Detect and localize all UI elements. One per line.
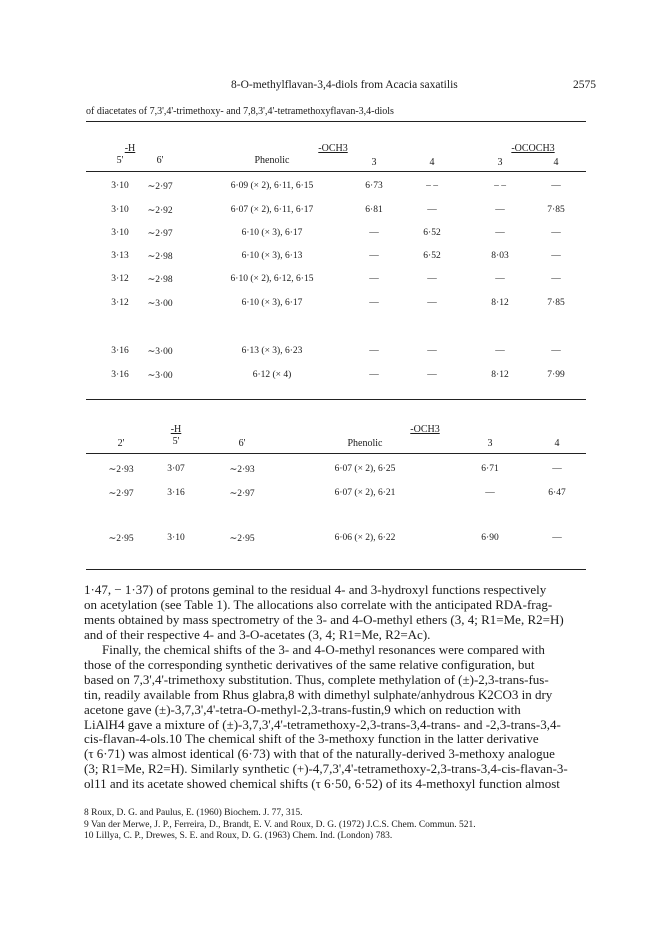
body-line: acetone gave (±)-3,7,3',4'-tetra-O-methyl-2,3-trans-fustin,9 which on reduction with bbox=[84, 701, 521, 717]
table1-cell: 6·09 (× 2), 6·11, 6·15 bbox=[230, 181, 314, 191]
body-paragraph-1 bbox=[84, 583, 588, 643]
body-line: ol11 and its acetate showed chemical shifts (τ 6·50, 6·52) of its 4-methoxyl function almost bbox=[84, 776, 560, 792]
table2-cell: ∼2·95 bbox=[229, 534, 255, 544]
body-line: tin, readily available from Rhus glabra,8 with dimethyl sulphate/anhydrous K2CO3 in dry bbox=[84, 686, 553, 702]
table2-cell: — bbox=[552, 464, 562, 474]
table1-cell: 6·81 bbox=[365, 205, 383, 215]
table2-cell: 6·71 bbox=[481, 464, 499, 474]
table1-cell: 3·10 bbox=[111, 181, 129, 191]
t2-col-4: 4 bbox=[554, 438, 560, 449]
table1-cell: 6·07 (× 2), 6·11, 6·17 bbox=[230, 205, 314, 215]
table1-cell: 6·52 bbox=[423, 228, 441, 238]
t1-col-och3-4: 4 bbox=[429, 157, 435, 168]
table1-cell: — bbox=[427, 346, 437, 356]
table-caption: of diacetates of 7,3',4'-trimethoxy- and 7,8,3',4'-tetramethoxyflavan-3,4-diols bbox=[86, 106, 394, 117]
body-line: (3; R1=Me, R2=H). Similarly synthetic (+)-4,7,3',4'-tetramethoxy-2,3-trans-3,4-cis-flavan-3- bbox=[84, 761, 568, 777]
table2-cell: ∼2·95 bbox=[108, 534, 134, 544]
table1-cell: ∼2·97 bbox=[147, 229, 173, 239]
table2-cell: 6·07 (× 2), 6·21 bbox=[334, 488, 396, 498]
table1-cell: 6·10 (× 3), 6·13 bbox=[241, 251, 303, 261]
table1-cell: ∼3·00 bbox=[147, 347, 173, 357]
table1-cell: ∼2·98 bbox=[147, 252, 173, 262]
body-line: ments obtained by mass spectrometry of the 3- and 4-O-methyl ethers (3, 4; R1=Me, R2=H) bbox=[84, 611, 564, 627]
table1-cell: — bbox=[495, 346, 505, 356]
table1-cell: — bbox=[369, 251, 379, 261]
body-line: cis-flavan-4-ols.10 The chemical shift of the 3-methoxy function in the latter derivative bbox=[84, 731, 539, 747]
table1-cell: 3·16 bbox=[111, 370, 129, 380]
footnotes bbox=[84, 808, 476, 843]
body-line: Finally, the chemical shifts of the 3- and 4-O-methyl resonances were compared with bbox=[102, 642, 545, 657]
t2-head-h: -H bbox=[170, 424, 182, 435]
t1-head-och3: -OCH3 bbox=[318, 143, 348, 154]
table1-cell: ∼3·00 bbox=[147, 371, 173, 381]
t1-col-ococh3-3: 3 bbox=[497, 157, 503, 168]
table1-cell: 6·10 (× 3), 6·17 bbox=[241, 298, 303, 308]
table1-cell: 3·13 bbox=[111, 251, 129, 261]
page-number: 2575 bbox=[573, 79, 596, 91]
body-line: on acetylation (see Table 1). The allocations also correlate with the anticipated RDA-frag- bbox=[84, 596, 553, 612]
table1-cell: — bbox=[369, 274, 379, 284]
t1-head-h: -H bbox=[124, 143, 136, 154]
table1-header-rule bbox=[86, 171, 586, 172]
table1-cell: – – bbox=[426, 181, 438, 191]
table1-cell: – – bbox=[494, 181, 506, 191]
footnote: 9 Van der Merwe, J. P., Ferreira, D., Brandt, E. V. and Roux, D. G. (1972) J.C.S. Chem. Commun. 521. bbox=[84, 819, 476, 830]
table1-cell: ∼2·98 bbox=[147, 275, 173, 285]
table2-bottom-rule bbox=[86, 569, 586, 570]
t1-head-ococh3: -OCOCH3 bbox=[511, 143, 555, 154]
table2-cell: ∼2·93 bbox=[108, 465, 134, 475]
table1-cell: — bbox=[551, 251, 561, 261]
body-paragraph-2 bbox=[84, 643, 588, 792]
body-line: based on 7,3',4'-trimethoxy substitution. Thus, complete methylation of (±)-2,3-trans-fus- bbox=[84, 671, 549, 687]
table1-cell: 7·85 bbox=[547, 205, 565, 215]
body-line: LiAlH4 gave a mixture of (±)-3,7,3',4'-tetramethoxy-2,3-trans-3,4-trans- and -2,3-trans-3,4- bbox=[84, 716, 561, 732]
table1-cell: 6·12 (× 4) bbox=[252, 370, 292, 380]
table1-cell: 3·10 bbox=[111, 205, 129, 215]
table2-cell: — bbox=[552, 533, 562, 543]
table2-cell: ∼2·93 bbox=[229, 465, 255, 475]
table2-cell: 6·90 bbox=[481, 533, 499, 543]
t1-col-och3-3: 3 bbox=[371, 157, 377, 168]
table1-cell: — bbox=[551, 274, 561, 284]
table2-cell: 3·07 bbox=[167, 464, 185, 474]
table1-cell: — bbox=[551, 346, 561, 356]
table1-cell: 6·10 (× 3), 6·17 bbox=[241, 228, 303, 238]
table1-cell: 8·12 bbox=[491, 298, 509, 308]
table1-cell: ∼2·92 bbox=[147, 206, 173, 216]
table1-cell: — bbox=[427, 370, 437, 380]
table1-cell: — bbox=[369, 228, 379, 238]
table2-cell: 6·47 bbox=[548, 488, 566, 498]
body-line: (τ 6·71) was almost identical (6·73) with that of the naturally-derived 3-methoxy analogue bbox=[84, 746, 555, 762]
footnote: 8 Roux, D. G. and Paulus, E. (1960) Biochem. J. 77, 315. bbox=[84, 808, 303, 818]
t2-col-phenolic: Phenolic bbox=[347, 438, 383, 449]
table1-top-rule bbox=[86, 121, 586, 122]
table1-cell: 3·16 bbox=[111, 346, 129, 356]
t1-col-phenolic: Phenolic bbox=[254, 155, 290, 166]
running-title: 8-O-methylflavan-3,4-diols from Acacia saxatilis bbox=[231, 79, 458, 91]
table1-cell: 6·73 bbox=[365, 181, 383, 191]
table1-cell: 6·13 (× 3), 6·23 bbox=[241, 346, 303, 356]
table1-cell: ∼2·97 bbox=[147, 182, 173, 192]
table2-cell: 3·16 bbox=[167, 488, 185, 498]
t1-col-ococh3-4: 4 bbox=[553, 157, 559, 168]
table2-cell: — bbox=[485, 488, 495, 498]
t1-col-5p: 5' bbox=[116, 155, 124, 166]
table1-cell: — bbox=[551, 181, 561, 191]
body-line: 1·47, − 1·37) of protons geminal to the residual 4- and 3-hydroxyl functions respectively bbox=[84, 582, 547, 597]
table1-cell: 3·10 bbox=[111, 228, 129, 238]
table1-cell: 3·12 bbox=[111, 298, 129, 308]
table1-cell: — bbox=[369, 298, 379, 308]
t1-col-6p: 6' bbox=[156, 155, 164, 166]
table1-cell: — bbox=[369, 346, 379, 356]
table1-cell: 3·12 bbox=[111, 274, 129, 284]
table1-cell: — bbox=[427, 298, 437, 308]
body-line: and of their respective 4- and 3-O-acetates (3, 4; R1=Me, R2=Ac). bbox=[84, 626, 431, 642]
table1-cell: 7·99 bbox=[547, 370, 565, 380]
table1-bottom-rule bbox=[86, 399, 586, 400]
table1-cell: 6·10 (× 2), 6·12, 6·15 bbox=[230, 274, 314, 284]
table1-cell: — bbox=[427, 274, 437, 284]
table1-cell: 6·52 bbox=[423, 251, 441, 261]
table2-header-rule bbox=[86, 453, 586, 454]
table1-cell: — bbox=[427, 205, 437, 215]
t2-head-och3: -OCH3 bbox=[410, 424, 440, 435]
footnote: 10 Lillya, C. P., Drewes, S. E. and Roux, D. G. (1963) Chem. Ind. (London) 783. bbox=[84, 831, 393, 841]
table1-cell: 7·85 bbox=[547, 298, 565, 308]
table2-cell: ∼2·97 bbox=[229, 489, 255, 499]
t2-col-3: 3 bbox=[487, 438, 493, 449]
table2-cell: 6·06 (× 2), 6·22 bbox=[334, 533, 396, 543]
table1-cell: — bbox=[551, 228, 561, 238]
table1-cell: 8·12 bbox=[491, 370, 509, 380]
table1-cell: ∼3·00 bbox=[147, 299, 173, 309]
table1-cell: — bbox=[495, 228, 505, 238]
t2-col-5p: 5' bbox=[172, 436, 180, 447]
table1-cell: 8·03 bbox=[491, 251, 509, 261]
body-line: those of the corresponding synthetic derivatives of the same relative configuration, but bbox=[84, 656, 535, 672]
t2-col-6p: 6' bbox=[238, 438, 246, 449]
table1-cell: — bbox=[369, 370, 379, 380]
table2-cell: 6·07 (× 2), 6·25 bbox=[334, 464, 396, 474]
table1-cell: — bbox=[495, 274, 505, 284]
table2-cell: 3·10 bbox=[167, 533, 185, 543]
table2-cell: ∼2·97 bbox=[108, 489, 134, 499]
table1-cell: — bbox=[495, 205, 505, 215]
t2-col-2p: 2' bbox=[117, 438, 125, 449]
